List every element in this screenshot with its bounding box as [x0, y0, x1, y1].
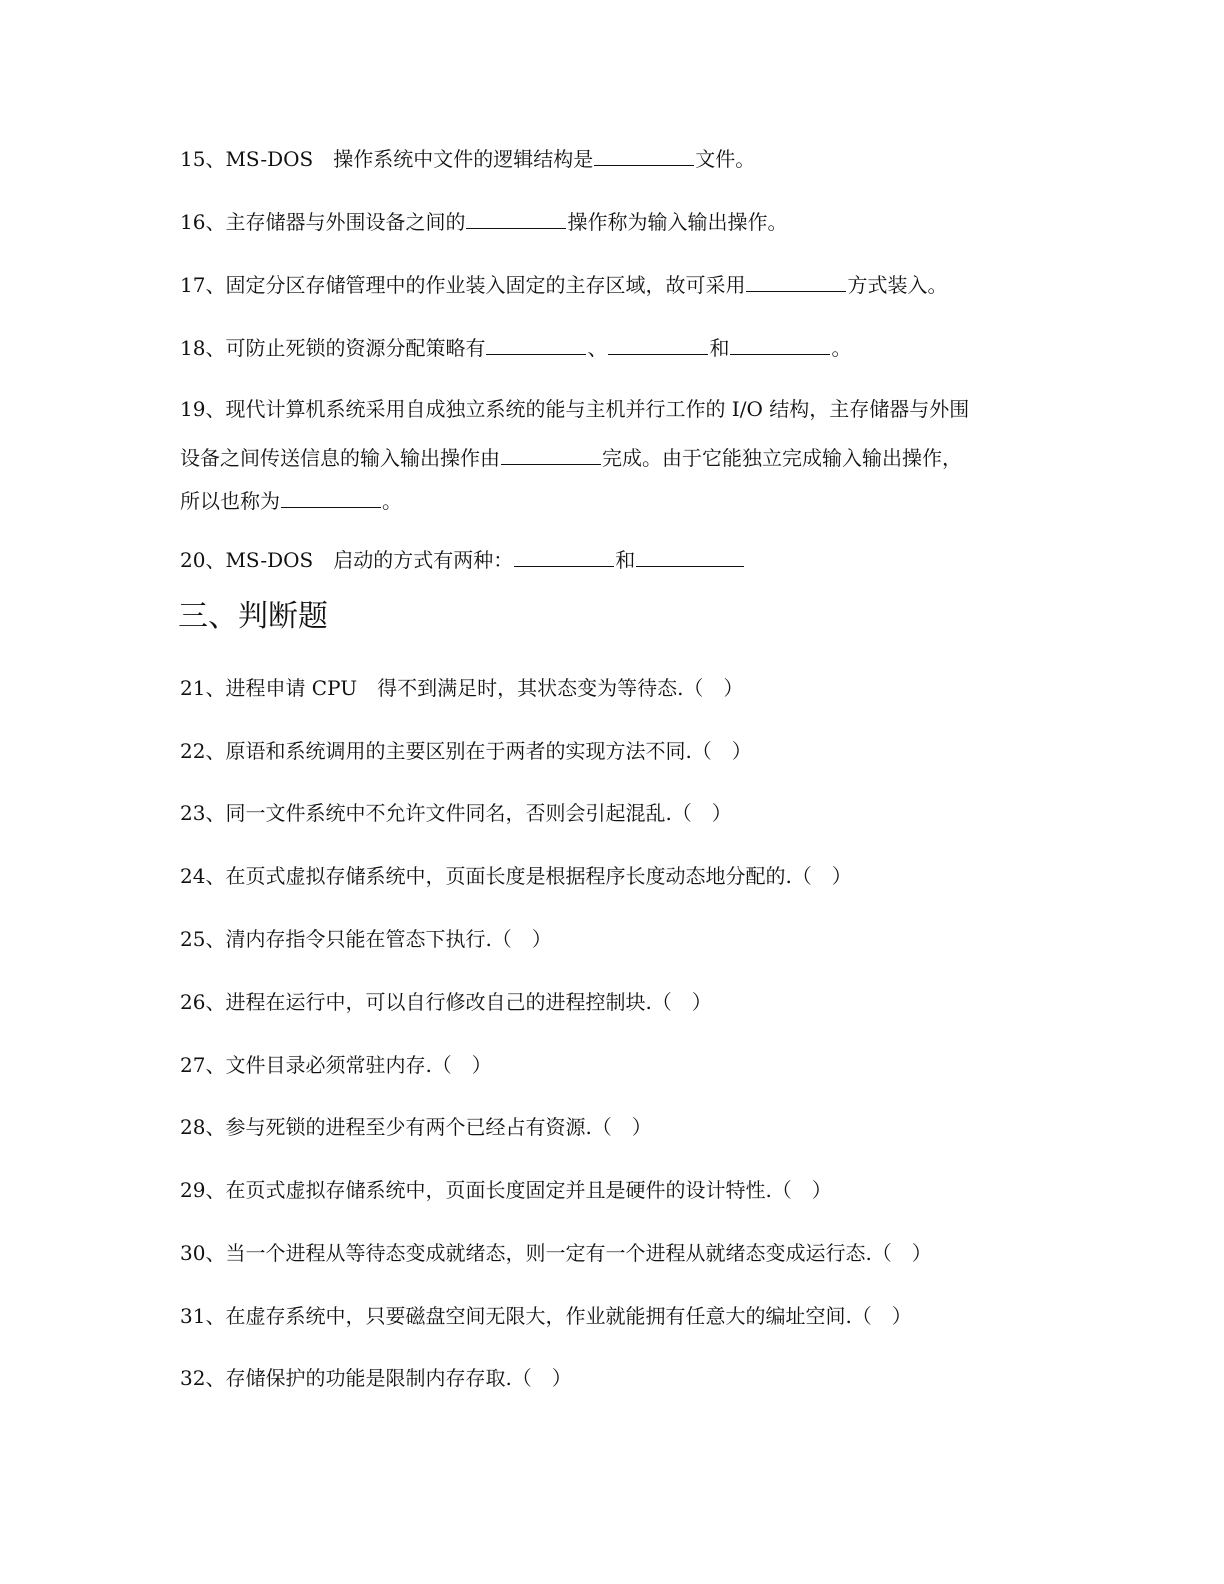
question-28: 28、参与死锁的进程至少有两个已经占有资源.（ ）	[180, 1115, 652, 1139]
answer-blank[interactable]	[466, 208, 566, 229]
question-15-text: 15、MS-DOS 操作系统中文件的逻辑结构是	[180, 147, 594, 171]
section-heading: 三、判断题	[178, 599, 328, 634]
question-23: 23、同一文件系统中不允许文件同名，否则会引起混乱.（ ）	[180, 801, 732, 825]
answer-blank[interactable]	[730, 334, 830, 355]
question-19-line-3	[180, 487, 402, 514]
question-19-text-3-end: 。	[382, 489, 402, 513]
question-19-line-2	[180, 444, 962, 471]
question-21: 21、进程申请 CPU 得不到满足时，其状态变为等待态.（ ）	[180, 676, 744, 700]
question-31: 31、在虚存系统中，只要磁盘空间无限大，作业就能拥有任意大的编址空间.（ ）	[180, 1304, 912, 1328]
question-20-and: 和	[615, 548, 636, 572]
question-16-text-end: 操作称为输入输出操作。	[567, 210, 788, 234]
question-18	[180, 334, 851, 361]
question-19-text-2-end: 完成。由于它能独立完成输入输出操作，	[602, 446, 962, 470]
question-25: 25、清内存指令只能在管态下执行.（ ）	[180, 927, 552, 951]
question-16	[180, 208, 787, 235]
question-20-text: 20、MS-DOS 启动的方式有两种：	[180, 548, 514, 572]
question-17	[180, 271, 947, 298]
answer-blank[interactable]	[281, 487, 381, 508]
question-19-line-1	[180, 396, 969, 422]
question-18-and: 和	[709, 336, 730, 360]
question-18-text: 18、可防止死锁的资源分配策略有	[180, 336, 486, 360]
question-19-text-2: 设备之间传送信息的输入输出操作由	[180, 446, 500, 470]
question-20	[180, 546, 745, 573]
question-30: 30、当一个进程从等待态变成就绪态，则一定有一个进程从就绪态变成运行态.（ ）	[180, 1241, 932, 1265]
answer-blank[interactable]	[636, 546, 744, 567]
question-18-end: 。	[831, 336, 852, 360]
question-17-text: 17、固定分区存储管理中的作业装入固定的主存区域，故可采用	[180, 273, 746, 297]
answer-blank[interactable]	[486, 334, 586, 355]
question-18-sep: 、	[587, 336, 608, 360]
question-17-text-end: 方式装入。	[847, 273, 948, 297]
question-32: 32、存储保护的功能是限制内存存取.（ ）	[180, 1366, 572, 1390]
answer-blank[interactable]	[594, 145, 694, 166]
question-29: 29、在页式虚拟存储系统中，页面长度固定并且是硬件的设计特性.（ ）	[180, 1178, 832, 1202]
answer-blank[interactable]	[514, 546, 614, 567]
question-15-text-end: 文件。	[695, 147, 756, 171]
question-26: 26、进程在运行中，可以自行修改自己的进程控制块.（ ）	[180, 990, 712, 1014]
answer-blank[interactable]	[608, 334, 708, 355]
question-24: 24、在页式虚拟存储系统中，页面长度是根据程序长度动态地分配的.（ ）	[180, 864, 852, 888]
question-15	[180, 145, 755, 172]
question-19-text: 19、现代计算机系统采用自成独立系统的能与主机并行工作的 I/O 结构，主存储器与外围	[180, 397, 970, 421]
question-16-text: 16、主存储器与外围设备之间的	[180, 210, 466, 234]
question-19-text-3: 所以也称为	[180, 489, 280, 513]
question-22: 22、原语和系统调用的主要区别在于两者的实现方法不同.（ ）	[180, 739, 752, 763]
answer-blank[interactable]	[501, 444, 601, 465]
question-27: 27、文件目录必须常驻内存.（ ）	[180, 1053, 492, 1077]
answer-blank[interactable]	[746, 271, 846, 292]
